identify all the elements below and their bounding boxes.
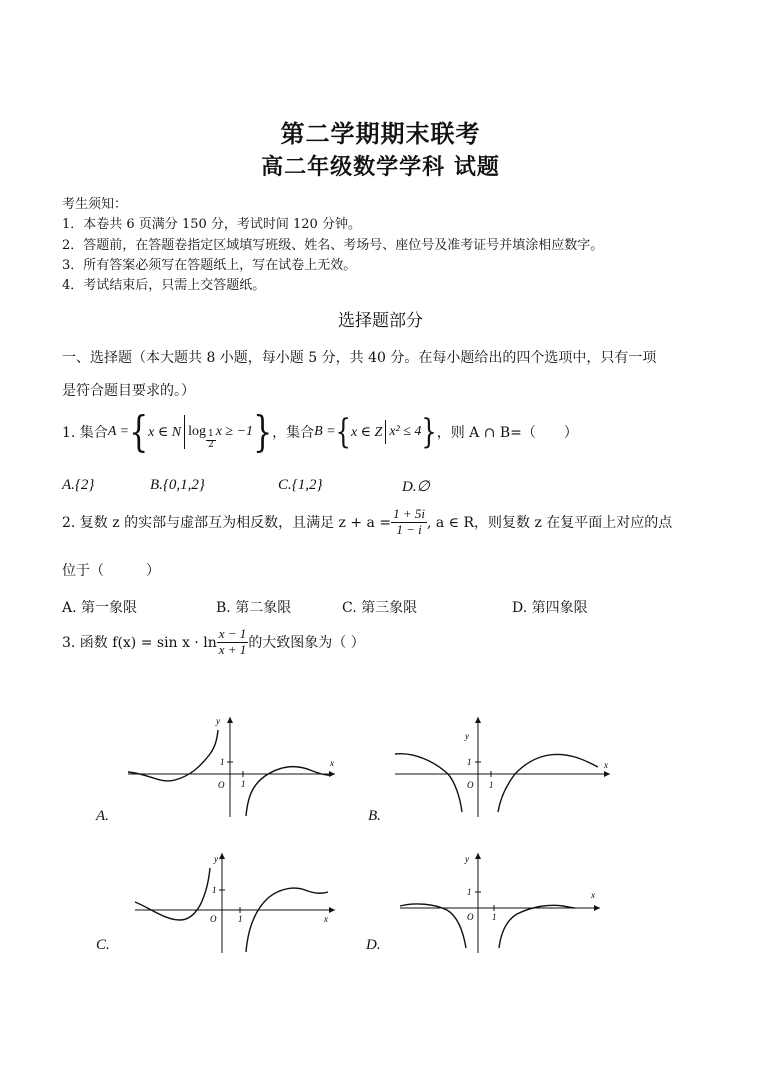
exam-title: 第二学期期末联考 <box>280 119 481 148</box>
q1-seta-elem: x ∈ N <box>148 424 182 440</box>
q2-line2: 位于（ ） <box>62 563 160 579</box>
notice-item-2: 2．答题前，在答题卷指定区域填写班级、姓名、考场号、座位号及准考证号并填涂相应数字。 <box>62 238 604 253</box>
graph-b-label: B. <box>368 808 381 824</box>
q1-option-c: C.{1,2} <box>278 477 323 493</box>
exam-subtitle: 高二年级数学学科 试题 <box>261 154 500 180</box>
q2-option-d: D. 第四象限 <box>512 600 588 616</box>
graph-c-x-label: x <box>324 914 328 924</box>
graph-d-x-label: x <box>591 890 595 900</box>
graph-b-origin-label: O <box>467 780 474 790</box>
q1-seta-log: log <box>188 424 206 439</box>
notice-item-1: 1．本卷共 6 页满分 150 分，考试时间 120 分钟。 <box>62 217 361 232</box>
question-1 <box>62 407 578 457</box>
right-brace-icon: } <box>253 407 273 457</box>
graph-d-one-y: 1 <box>467 887 472 897</box>
q2-suffix: , a ∈ R，则复数 z 在复平面上对应的点 <box>426 515 673 531</box>
part1-intro-line1: 一、选择题（本大题共 8 小题，每小题 5 分，共 40 分。在每小题给出的四个选项中，只有一项 <box>62 350 657 366</box>
q1-mid: ，集合 <box>272 425 315 441</box>
graph-a-x-label: x <box>330 758 334 768</box>
graph-d-one-x: 1 <box>492 912 497 922</box>
notice-item-4: 4．考试结束后，只需上交答题纸。 <box>62 278 266 293</box>
q1-option-d: D.∅ <box>402 479 430 495</box>
graph-c-origin-label: O <box>210 914 217 924</box>
graph-d-origin-label: O <box>467 912 474 922</box>
q1-setb-cond: x² ≤ 4 <box>389 424 422 439</box>
q1-log-base: $\frac{1}{2}$ <box>207 428 214 450</box>
graph-d <box>395 848 605 958</box>
graph-b-x-label: x <box>604 760 608 770</box>
graph-c-y-label: y <box>214 854 218 864</box>
q1-prefix: 1. 集合 <box>62 425 108 441</box>
left-brace-icon: { <box>129 407 149 457</box>
graph-a-label: A. <box>96 808 109 824</box>
graph-d-label: D. <box>366 937 381 953</box>
q1-option-b: B.{0,1,2} <box>150 477 205 493</box>
q2-option-c: C. 第三象限 <box>342 600 418 616</box>
graph-c <box>130 848 340 958</box>
q2-prefix: 2. 复数 z 的实部与虚部互为相反数，且满足 z + a = <box>62 515 392 531</box>
notice-heading: 考生须知： <box>62 197 128 212</box>
section-title: 选择题部分 <box>338 311 423 331</box>
notice-item-3: 3．所有答案必须写在答题纸上，写在试卷上无效。 <box>62 258 357 273</box>
q1-setb-elem: x ∈ Z <box>350 424 383 440</box>
q1-seta-cond: x ≥ −1 <box>215 424 254 439</box>
part1-intro-line2: 是符合题目要求的。） <box>62 383 195 399</box>
graph-a-one-y: 1 <box>220 757 225 767</box>
left-brace-icon: { <box>335 412 351 452</box>
graph-b <box>390 712 615 822</box>
graph-a-origin-label: O <box>218 780 225 790</box>
graph-c-label: C. <box>96 937 110 953</box>
graph-c-one-x: 1 <box>238 914 243 924</box>
set-bar-divider <box>385 420 386 444</box>
q1-seta-lhs: A = <box>107 424 130 439</box>
graph-b-one-x: 1 <box>489 780 494 790</box>
graph-a-y-label: y <box>216 716 220 726</box>
q3-fraction: $\frac{x - 1}{x + 1}$ <box>218 626 247 657</box>
q3-suffix: 的大致图象为（ ） <box>248 635 365 651</box>
graph-a-one-x: 1 <box>241 779 246 789</box>
right-brace-icon: } <box>421 412 437 452</box>
graph-b-y-label: y <box>465 731 469 741</box>
q2-option-a: A. 第一象限 <box>62 600 138 616</box>
set-bar-divider <box>184 415 185 449</box>
q1-setb-lhs: B = <box>314 424 336 439</box>
graph-a <box>120 712 340 822</box>
q2-option-b: B. 第二象限 <box>216 600 292 616</box>
q1-option-a: A.{2} <box>62 477 95 493</box>
q1-suffix: ，则 A ∩ B=（ ） <box>436 425 578 441</box>
q3-prefix: 3. 函数 f(x) = sin x · ln <box>62 635 217 651</box>
q2-fraction: $\frac{1 + 5i}{1 - i}$ <box>393 506 425 537</box>
graph-b-one-y: 1 <box>467 757 472 767</box>
question-3 <box>62 622 365 662</box>
question-2 <box>62 502 672 542</box>
graph-c-one-y: 1 <box>212 885 217 895</box>
graph-d-y-label: y <box>465 854 469 864</box>
